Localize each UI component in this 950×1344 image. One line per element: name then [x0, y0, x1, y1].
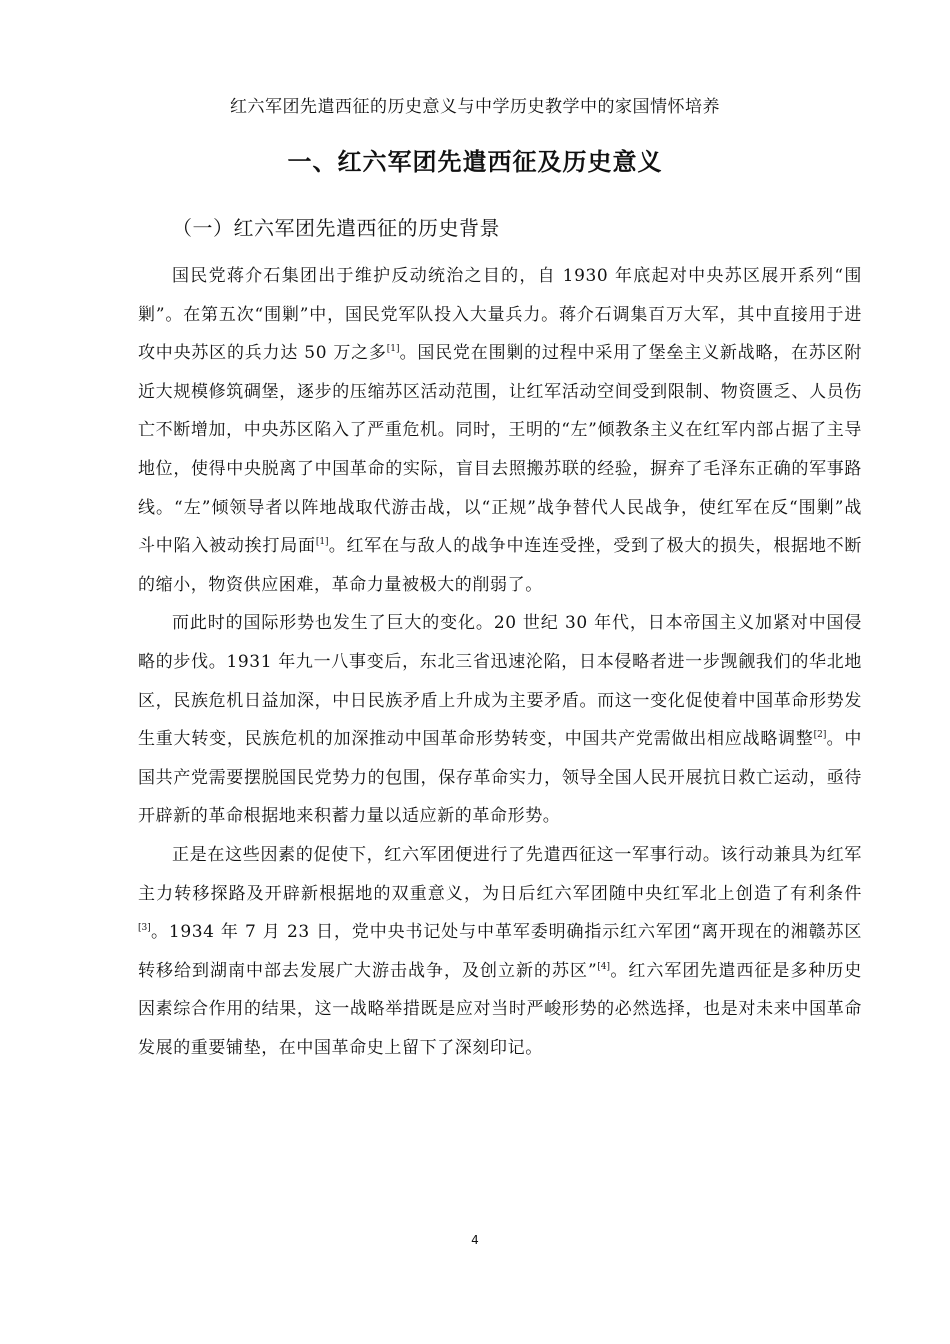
paragraph-text: 正是在这些因素的促使下，红六军团便进行了先遣西征这一军事行动。该行动兼具为红军主力转移探路及开辟新根据地的双重意义，为日后红六军团随中央红军北上创造了有利条件	[138, 844, 862, 904]
paragraph-text: 。1934 年 7 月 23 日，党中央书记处与中革军委明确指示红六军团“离开现在的湘赣苏区转移给到湖南中部去发展广大游击战争，及创立新的苏区”	[138, 922, 862, 981]
paragraph-1	[138, 257, 862, 604]
paragraph-3	[138, 836, 862, 1068]
section-title: （一）红六军团先遣西征的历史背景	[172, 216, 500, 240]
paragraph-text: 国民党蒋介石集团出于维护反动统治之目的，自 1930 年底起对中央苏区展开系列“围剿”。在第五次“围剿”中，国民党军队投入大量兵力。蒋介石调集百万大军，其中直接用于进攻中央苏区的兵力达 50 万之多	[138, 266, 862, 364]
citation: [4]	[597, 961, 611, 972]
paragraph-text: 而此时的国际形势也发生了巨大的变化。20 世纪 30 年代，日本帝国主义加紧对中国侵略的步伐。1931 年九一八事变后，东北三省迅速沦陷，日本侵略者进一步觊觎我们的华北地区，民族危机日益加深，中日民族矛盾上升成为主要矛盾。而这一变化促使着中国革命形势发生重大转变，民族危机的加深推动中国革命形势转变，中国共产党需做出相应战略调整	[138, 613, 862, 750]
running-header: 红六军团先遣西征的历史意义与中学历史教学中的家国情怀培养	[230, 97, 720, 117]
citation: [3]	[138, 922, 151, 933]
chapter-title: 一、红六军团先遣西征及历史意义	[287, 148, 663, 176]
paragraph-text: 。红军在与敌人的战争中连连受挫，受到了极大的损失，根据地不断的缩小，物资供应困难，革命力量被极大的削弱了。	[138, 536, 862, 595]
paragraph-text: 。国民党在围剿的过程中采用了堡垒主义新战略，在苏区附近大规模修筑碉堡，逐步的压缩苏区活动范围，让红军活动空间受到限制、物资匮乏、人员伤亡不断增加，中央苏区陷入了严重危机。同时，王明的“左”倾教条主义在红军内部占据了主导地位，使得中央脱离了中国革命的实际，盲目去照搬苏联的经验，摒弃了毛泽东正确的军事路线。“左”倾领导者以阵地战取代游击战，以“正规”战争替代人民战争，使红军在反“围剿”战斗中陷入被动挨打局面	[138, 343, 862, 557]
citation: [1]	[386, 344, 400, 354]
paragraph-text: 。中国共产党需要摆脱国民党势力的包围，保存革命实力，领导全国人民开展抗日救亡运动，亟待开辟新的革命根据地来积蓄力量以适应新的革命形势。	[138, 729, 862, 827]
paragraph-text: 。红六军团先遣西征是多种历史因素综合作用的结果，这一战略举措既是应对当时严峻形势的必然选择，也是对未来中国革命发展的重要铺垫，在中国革命史上留下了深刻印记。	[138, 960, 862, 1058]
header-divider	[138, 126, 812, 127]
paragraph-2	[138, 604, 862, 836]
citation: [2]	[813, 729, 827, 740]
page-number: 4	[471, 1233, 479, 1247]
body-text	[138, 257, 862, 1067]
citation: [1]	[315, 536, 329, 547]
